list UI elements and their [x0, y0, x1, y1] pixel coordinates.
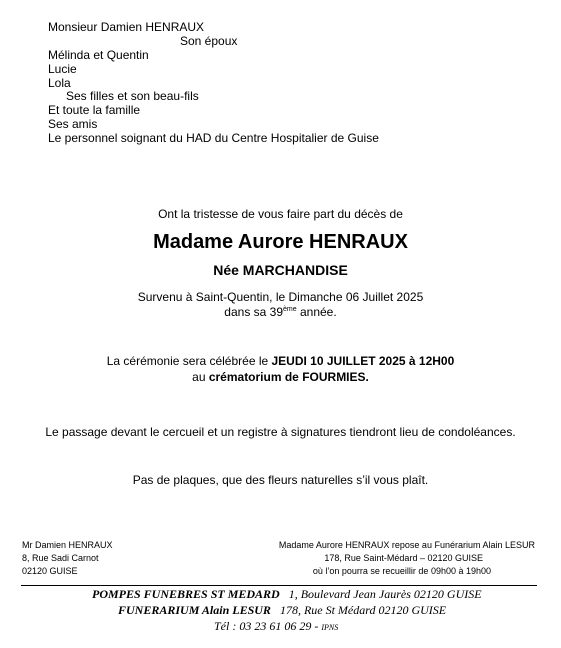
ceremony-line [0, 354, 561, 368]
ceremony-date-time: JEUDI 10 JUILLET 2025 à 12H00 [271, 354, 455, 368]
contact-left-name: Mr Damien HENRAUX [22, 540, 113, 550]
ceremony-place: crématorium de FOURMIES. [208, 370, 369, 384]
ceremony-prefix: La cérémonie sera célébrée le [106, 354, 272, 368]
contact-right-line2: 178, Rue Saint-Médard – 02120 GUISE [324, 553, 483, 563]
footer-address2: 178, Rue St Médard 02120 GUISE [279, 603, 447, 617]
footer-address1: 1, Boulevard Jean Jaurès 02120 GUISE [288, 587, 482, 601]
footer-line1 [92, 587, 482, 601]
footer-line2 [118, 603, 446, 617]
footer-line3 [214, 619, 338, 635]
footer-phone: Tél : 03 23 61 06 29 - [214, 619, 322, 633]
family-husband: Monsieur Damien HENRAUX [48, 20, 205, 34]
family-child-lucie: Lucie [48, 62, 77, 76]
footer-company1: POMPES FUNEBRES ST MEDARD [92, 587, 280, 601]
family-medical-staff: Le personnel soignant du HAD du Centre Hospitalier de Guise [48, 131, 379, 145]
family-children-role: Ses filles et son beau-fils [66, 89, 199, 103]
contact-left-street: 8, Rue Sadi Carnot [22, 553, 99, 563]
footer-ipns: IPNS [321, 623, 339, 632]
contact-right-line3: où l’on pourra se recueillir de 09h00 à 19h00 [312, 566, 491, 576]
age-superscript: ème [283, 306, 297, 313]
family-husband-role: Son époux [180, 34, 238, 48]
contact-right-line1: Madame Aurore HENRAUX repose au Funérarium Alain LESUR [278, 540, 535, 550]
family-friends: Ses amis [48, 117, 98, 131]
age-prefix: dans sa 39 [224, 305, 284, 319]
condolences-note: Le passage devant le cercueil et un registre à signatures tiendront lieu de condoléances. [45, 425, 516, 439]
age-suffix: année. [296, 305, 337, 319]
maiden-name: Née MARCHANDISE [213, 262, 348, 278]
family-whole: Et toute la famille [48, 103, 141, 117]
family-children: Mélinda et Quentin [48, 48, 149, 62]
ceremony-place-line [0, 370, 561, 384]
flowers-note: Pas de plaques, que des fleurs naturelles s’il vous plaît. [132, 473, 429, 487]
footer-company2: FUNERARIUM Alain LESUR [118, 603, 271, 617]
announcement-intro: Ont la tristesse de vous faire part du décès de [158, 207, 403, 221]
age-line [0, 305, 561, 319]
ceremony-place-prefix: au [192, 370, 209, 384]
contact-left-city: 02120 GUISE [22, 566, 78, 576]
death-place-date: Survenu à Saint-Quentin, le Dimanche 06 Juillet 2025 [137, 290, 424, 304]
footer-divider [21, 585, 537, 586]
family-child-lola: Lola [48, 76, 71, 90]
deceased-name: Madame Aurore HENRAUX [153, 231, 408, 253]
